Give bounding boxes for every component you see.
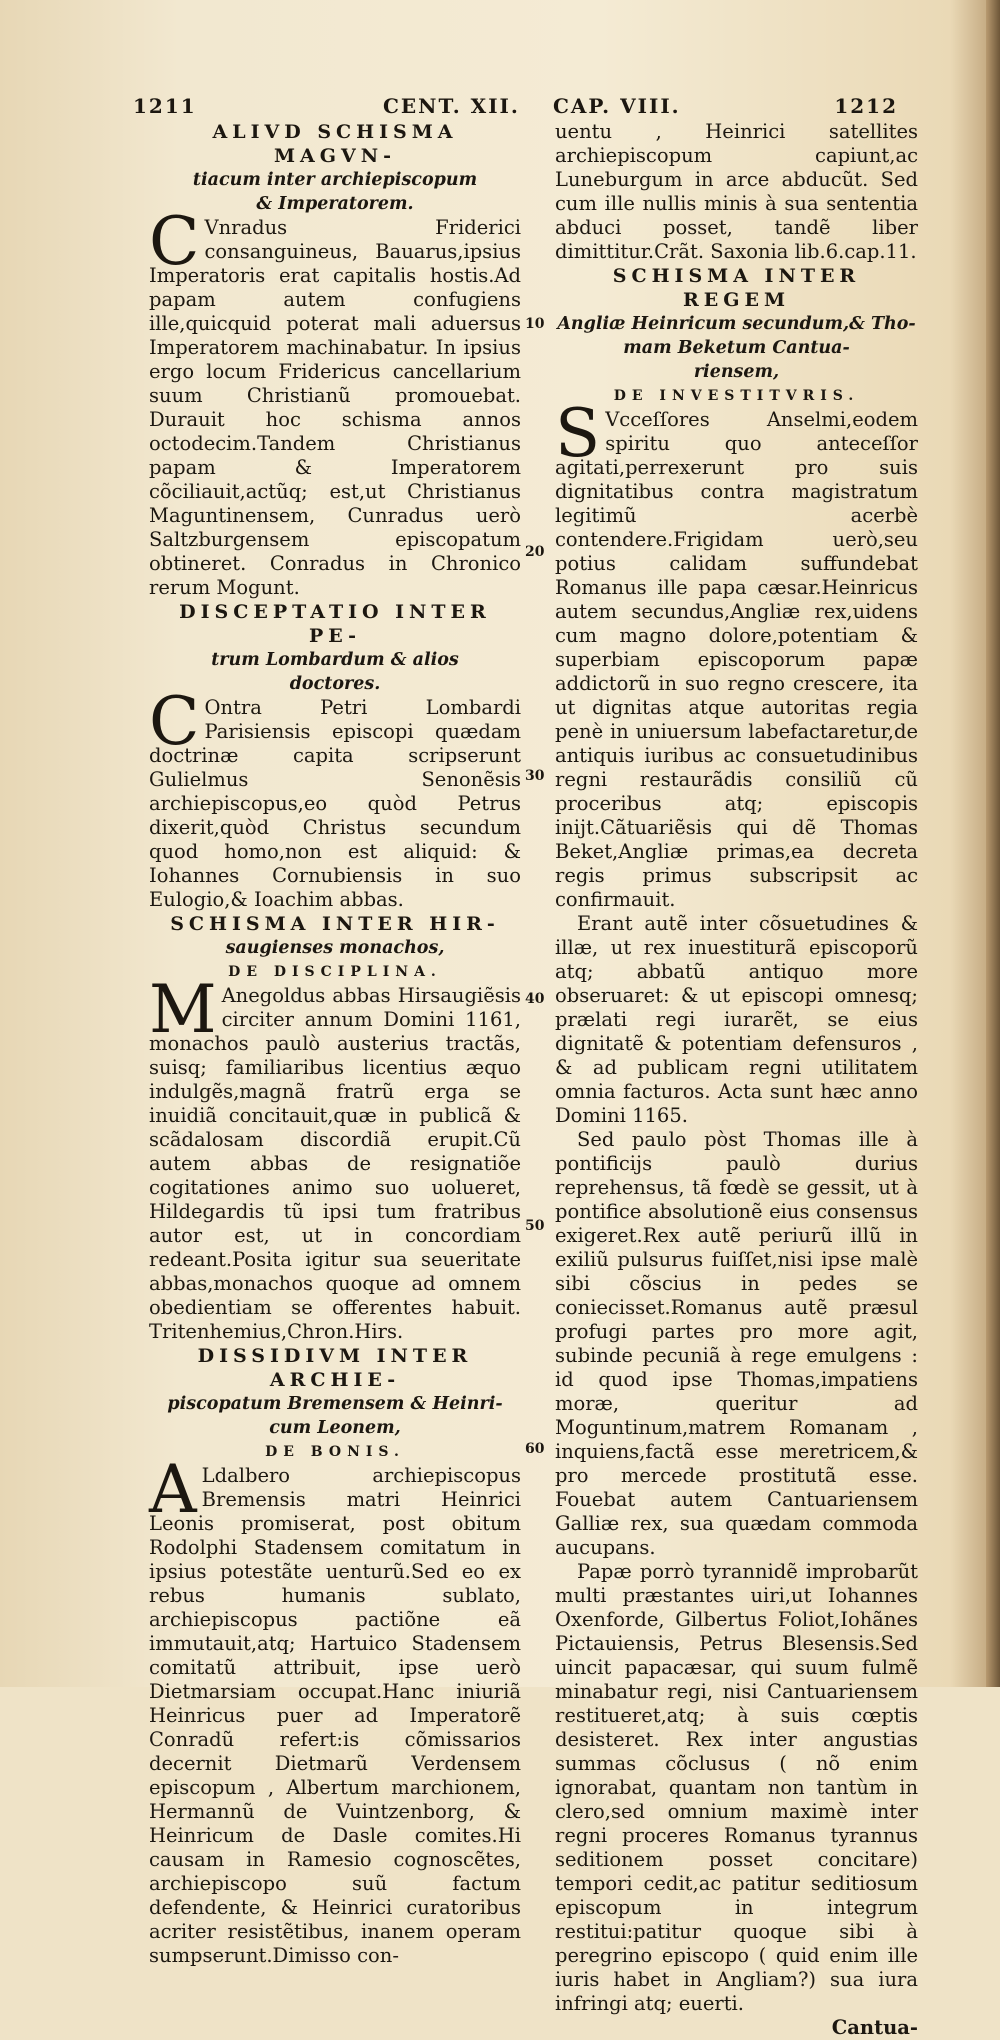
page-number-left: 1211: [133, 94, 197, 118]
page-edge-shadow: [986, 0, 1000, 1687]
drop-initial: M: [149, 971, 217, 1048]
margin-number: 40: [525, 991, 545, 1007]
chapter-label: CAP. VIII.: [553, 94, 681, 118]
margin-number: 10: [525, 316, 545, 332]
section-subheading: riensem,: [693, 362, 780, 382]
paragraph-text: Sed paulo pòst Thomas ille à pontificijs paulò durius reprehensus, tã fœdè se gessit, ut à pontifice absolutionẽ eius consensus exigeret.Rex autẽ periurũ illũ in exiliũ pulsurus fuiſſet,nisi ipse malè sibi cõscius in pedes se coniecisset.Romanus autẽ præsul profugi partes pro more agit, subinde pecuniã à rege emulgens : id quod ipse Thomas,impatiens moræ, queritur ad Moguntinum,matrem Romanam , inquiens,factã esse meretricem,& pro mercede prostitutã esse. Fouebat autem Cantuariensem Galliæ rex, sua quædam commoda aucupans.: [555, 1128, 918, 1559]
paragraph-text: Ontra Petri Lombardi Parisiensis episcopi quædam doctrinæ capita scripserunt Gulielmus Senonẽsis archiepiscopus,eo quòd Petrus dixerit,quòd Christus secundum quod homo,non est aliquid: & Iohannes Cornubiensis in suo Eulogio,& Ioachim abbas.: [149, 696, 521, 911]
drop-initial: A: [149, 1451, 197, 1528]
body-paragraph: [555, 1560, 918, 2016]
paragraph-text: Papæ porrò tyrannidẽ improbarũt multi præstantes uiri,ut Iohannes Oxenforde, Gilbertus Foliot,Iohãnes Pictauiensis, Petrus Blesensis.Sed uincit papacæsar, qui suum fulmẽ minabatur regi, nisi Cantuariensem restitueret,atq; à suis cœptis desisteret. Rex inter angustias summas cõclusus ( nõ enim ignorabat, quantam non tantùm in clero,sed omnium maximè inter regni proceres Romanus tyrannus seditionem posset concitare) tempori cedit,ac patitur seditiosum episcopum in integrum restitui:patitur quoque sibi à peregrino episcopo ( quid enim ille iuris habet in Angliam?) sua iura infringi atq; euerti.: [555, 1560, 918, 2015]
paragraph-text: uentu , Heinrici satellites archiepiscopum capiunt,ac Luneburgum in arce abducũt. Sed cum ille nullis minis à sua sententia abduci posset, tandẽ liber dimittitur.Crãt. Saxonia lib.6.cap.11.: [555, 120, 918, 263]
section-subheading: piscopatum Bremensem & Heinri-: [167, 1394, 503, 1414]
running-header: [133, 94, 898, 120]
section-heading: DISSIDIVM INTER ARCHIE-: [197, 1345, 473, 1391]
section-subheading: & Imperatorem.: [256, 194, 414, 214]
section-heading: SCHISMA INTER HIR-: [170, 913, 500, 935]
section-heading: DISCEPTATIO INTER PE-: [179, 601, 491, 647]
body-paragraph: [149, 203, 521, 600]
right-column: [555, 120, 918, 2040]
section-heading: SCHISMA INTER REGEM: [612, 265, 861, 311]
paragraph-text: Anegoldus abbas Hirsaugiẽsis circiter annum Domini 1161, monachos paulò austerius tractãs, suisq; familiaribus licentius æquo indulgẽs,magnã fratrũ erga se inuidiã concitauit,quæ in publicã & scãdalosam discordiã erupit.Cũ autem abbas de resignatiõe cogitationes animo suo uolueret, Hildegardis tũ ipsi tum fratribus autor est, ut in concordiam redeant.Posita igitur sua seueritate abbas,monachos quoque ad omnem obedientiam se offerentes habuit. Tritenhemius,Chron.Hirs.: [149, 984, 521, 1343]
paragraph-text: Vnradus Friderici consanguineus, Bauarus,ipsius Imperatoris erat capitalis hostis.Ad papam autem confugiens ille,quicquid poterat mali aduersus Imperatorem machinabatur. In ipsius ergo locum Fridericus cancellarium suum Christianũ promouebat. Durauit hoc schisma annos octodecim.Tandem Christianus papam & Imperatorem cõciliauit,actũq; est,ut Christianus Maguntinensem, Cunradus uerò Saltzburgensem episcopatum obtineret. Conradus in Chronico rerum Mogunt.: [149, 216, 521, 599]
section-subheading: tiacum inter archiepiscopum: [192, 170, 478, 190]
left-column: [149, 120, 521, 1968]
paragraph-text: Ldalbero archiepiscopus Bremensis matri Heinrici Leonis promiserat, post obitum Rodolphi Stadensem comitatum in ipsius potestãte uenturũ.Sed eo ex rebus humanis sublato, archiepiscopus pactiõne eã immutauit,atq; Hartuico Stadensem comitatũ attribuit, ipse uerò Dietmarsiam occupat.Hanc iniuriã Heinricus puer ad Imperatorẽ Conradũ refert:is cõmissarios decernit Dietmarũ Verdensem episcopum , Albertum marchionem, Hermannũ de Vuintzenborg, & Heinricum de Dasle comites.Hi causam in Ramesio cognoscẽtes, archiepiscopo suũ factum defendente, & Heinrici curatoribus acriter resistẽtibus, inanem operam sumpserunt.Dimisso con-: [149, 1464, 521, 1967]
running-title: CENT. XII.: [383, 94, 520, 118]
page-number-right: 1212: [834, 94, 898, 118]
margin-number: 20: [525, 544, 545, 560]
paragraph-text: Erant autẽ inter cõsuetudines & illæ, ut rex inuestiturã episcoporũ atq; abbatũ antiquo more obseruaret: & ut episcopi omnesq; prælati regi iurarẽt, se eius dignitatẽ & potentiam defensuros , & ad publicam regni utilitatem omnia facturos. Acta sunt hæc anno Domini 1165.: [555, 912, 918, 1127]
section-subheading: Angliæ Heinricum secundum,& Tho-: [557, 314, 916, 334]
drop-initial: C: [149, 683, 200, 760]
drop-initial: S: [555, 395, 601, 472]
section-subheading: mam Beketum Cantua-: [623, 338, 850, 358]
section-topic: DE BONIS.: [265, 1444, 405, 1460]
section-subheading: saugienses monachos,: [225, 938, 445, 958]
section-subheading: doctores.: [289, 674, 381, 694]
section-topic: DE DISCIPLINA.: [228, 964, 442, 980]
section-subheading: cum Leonem,: [269, 1418, 401, 1438]
paragraph-text: Vcceſſores Anselmi,eodem spiritu quo anteceſſor agitati,perrexerunt pro suis dignitatibus contra magistratum legitimũ acerbè contendere.Frigidam uerò,seu potius calidam suffundebat Romanus ille papa cæsar.Heinricus autem secundus,Angliæ rex,uidens cum magno dolore,potentiam & superbiam episcoporum papæ addictorũ in suo regno crescere, ita ut dignitas atque autoritas regia penè in uniuersum labefactaretur,de antiquis iuribus ac consuetudinibus regni restaurãdis consiliũ cũ proceribus atq; episcopis iniјt.Cãtuariẽsis qui dẽ Thomas Beket,Angliæ primas,ea decreta regis primus subscripsit ac confirmauit.: [555, 408, 918, 911]
margin-number: 30: [525, 768, 545, 784]
section-topic: DE INVESTITVRIS.: [613, 388, 860, 404]
margin-number: 50: [525, 1218, 545, 1234]
section-heading: ALIVD SCHISMA MAGVN-: [212, 121, 458, 167]
body-paragraph: [555, 120, 918, 264]
drop-initial: C: [149, 203, 200, 280]
body-paragraph: [555, 1128, 918, 1560]
section-subheading: trum Lombardum & alios: [211, 650, 459, 670]
catchword: Cantua-: [831, 2016, 918, 2039]
margin-number: 60: [525, 1441, 545, 1457]
body-paragraph: [555, 912, 918, 1128]
